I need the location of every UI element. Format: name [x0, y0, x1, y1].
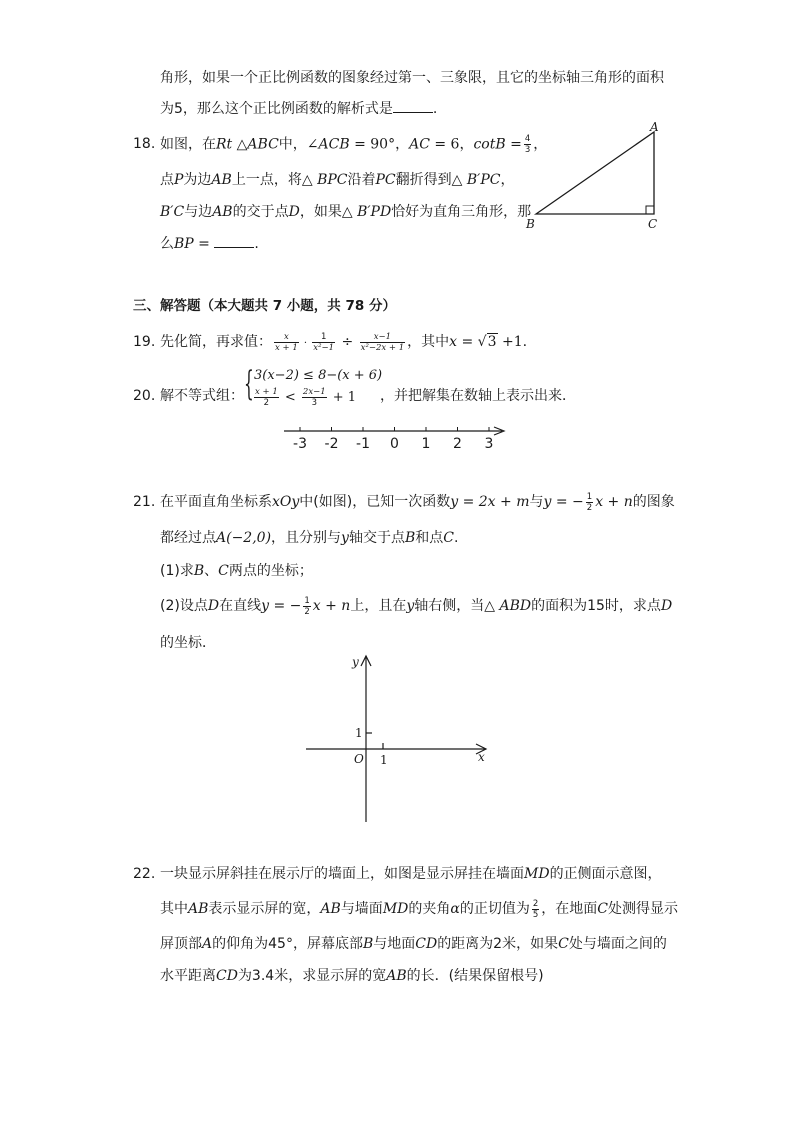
q22-line4: 水平距离CD为3.4米，求显示屏的宽AB的长．(结果保留根号)	[160, 968, 544, 984]
q22-line2: 其中AB表示显示屏的宽，AB与墙面MD的夹角α的正切值为 $\frac{2}{5}$ ，在地面C处测得显示	[160, 898, 678, 920]
number-line-label: -2	[324, 436, 339, 452]
label-y-one: 1	[355, 726, 363, 740]
label-b: B	[526, 217, 535, 231]
q21-line1: 在平面直角坐标系xOy中(如图)，已知一次函数y = 2x + m与y = − $\frac{1}{2}$ x + n的图象	[160, 491, 675, 513]
inequality-2: $\frac{x + 1}{2}$ < $\frac{2x-1}{3}$ + 1	[255, 387, 357, 408]
q20-prompt: 解不等式组：	[160, 388, 244, 404]
q18-line3: B′C与边AB的交于点D，如果△ B′PD恰好为直角三角形，那	[160, 204, 532, 220]
q17-line1: 角形，如果一个正比例函数的图象经过第一、三象限，且它的坐标轴三角形的面积	[160, 70, 664, 86]
answer-blank[interactable]	[393, 98, 433, 113]
q20-number: 20.	[133, 388, 156, 404]
q18-line1: 如图，在Rt △ABC中，∠ACB = 90°，AC = 6，cotB = $\frac{4}{3}$ ，	[160, 134, 548, 155]
coordinate-axes	[300, 650, 500, 825]
label-c: C	[648, 217, 658, 231]
number-line	[280, 418, 510, 454]
q21-part2-cont: 的坐标．	[160, 635, 216, 651]
q22-line1: 一块显示屏斜挂在展示厅的墙面上，如图是显示屏挂在墙面MD的正侧面示意图，	[160, 866, 662, 882]
label-x-one: 1	[380, 753, 388, 767]
q21-number: 21.	[133, 494, 156, 510]
q22-number: 22.	[133, 866, 156, 882]
q21-part2: (2)设点D在直线y = − $\frac{1}{2}$ x + n上，且在y轴右侧，当△ ABD的面积为15时，求点D	[160, 595, 673, 617]
section-heading: 三、解答题（本大题共 7 小题，共 78 分）	[133, 298, 396, 314]
number-line-label: 1	[421, 436, 431, 452]
q19-number: 19.	[133, 334, 156, 350]
q21-line2: 都经过点A(−2,0)，且分别与y轴交于点B和点C.	[160, 530, 459, 546]
fraction: $\frac{1}{\text{x²−1}}$	[313, 331, 335, 353]
label-a: A	[650, 120, 659, 134]
triangle-figure	[520, 118, 670, 234]
label-x: x	[478, 750, 485, 764]
q18-line2: 点P为边AB上一点，将△ BPC沿着PC翻折得到△ B′PC，	[160, 172, 515, 188]
number-line-label: 2	[453, 436, 462, 452]
fraction: $\frac{2}{5}$	[532, 898, 539, 920]
fraction: $\frac{4}{3}$	[524, 134, 531, 155]
fraction: $\frac{x}{x + 1}$	[275, 331, 298, 353]
label-y: y	[352, 655, 359, 669]
q18-line4: 么BP = .	[160, 233, 259, 254]
fraction: $\frac{x-1}{\text{x²−2x + 1}}$	[360, 331, 405, 353]
q17-line2: 为5，那么这个正比例函数的解析式是 .	[160, 98, 437, 119]
number-line-label: 3	[484, 436, 494, 452]
answer-blank[interactable]	[214, 233, 254, 248]
inequality-1: 3(x−2) ≤ 8−(x + 6)	[254, 368, 383, 383]
q22-line3: 屏顶部A的仰角为45°，屏幕底部B与地面CD的距离为2米，如果C处与墙面之间的	[160, 936, 667, 952]
fraction: $\frac{2x-1}{3}$	[302, 387, 326, 408]
number-line-label: 0	[390, 436, 399, 452]
number-line-label: -1	[356, 436, 370, 452]
q18-number: 18.	[133, 136, 156, 152]
sqrt: √3	[477, 334, 497, 350]
fraction: $\frac{1}{2}$	[586, 491, 593, 513]
q19-line: 先化简，再求值： $\frac{x}{x + 1}$ · $\frac{1}{\text{x²−1}}$ ÷ $\frac{x-1}{\text{x²−2x + 1}}$ ，其中x = √3 +1.	[160, 325, 527, 361]
right-angle-mark	[646, 206, 654, 214]
number-line-label: -3	[293, 436, 307, 452]
fraction: $\frac{x + 1}{2}$	[255, 387, 278, 408]
q20-instruction: ，并把解集在数轴上表示出来．	[380, 388, 576, 404]
q21-part1: (1)求B、C两点的坐标；	[160, 563, 313, 579]
fraction: $\frac{1}{2}$	[304, 595, 310, 617]
label-origin: O	[354, 752, 364, 766]
triangle-abc	[536, 132, 654, 214]
